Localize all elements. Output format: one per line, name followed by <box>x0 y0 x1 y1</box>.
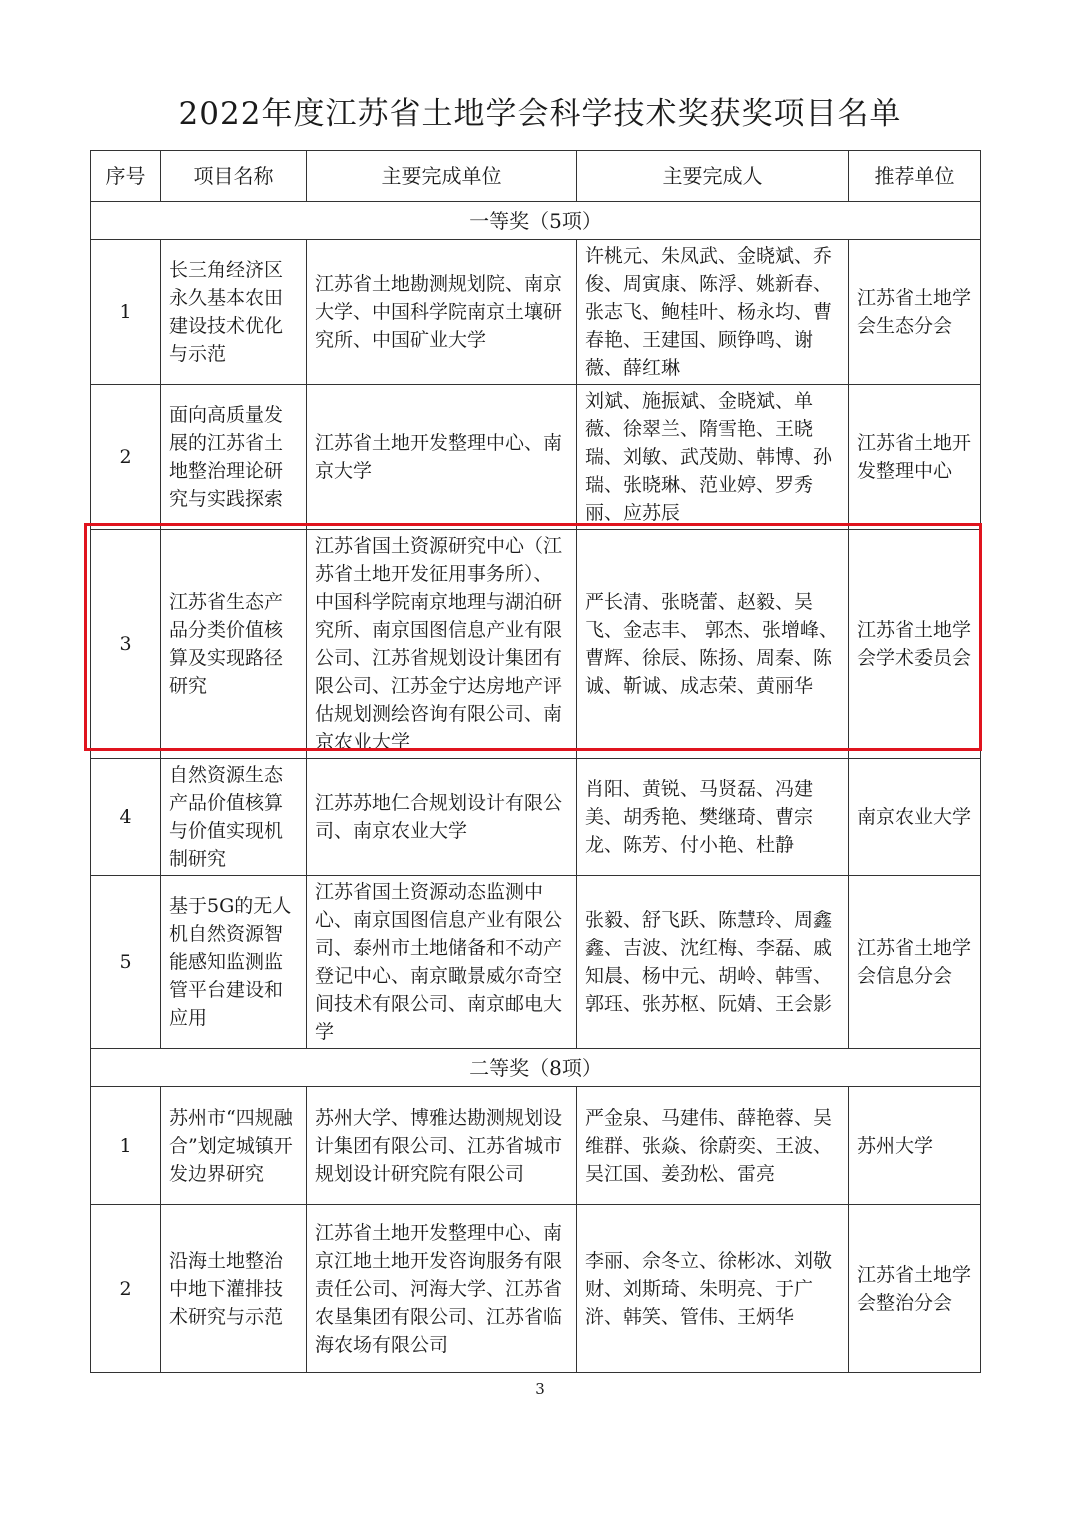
row-recommender: 江苏省土地学会学术委员会 <box>849 530 981 759</box>
row-project-name: 长三角经济区永久基本农田建设技术优化与示范 <box>161 240 307 385</box>
header-recommender: 推荐单位 <box>849 151 981 202</box>
header-people: 主要完成人 <box>577 151 849 202</box>
row-project-name: 沿海土地整治中地下灌排技术研究与示范 <box>161 1205 307 1373</box>
row-units: 江苏省土地开发整理中心、南京大学 <box>307 385 577 530</box>
row-people: 许桃元、朱凤武、金晓斌、乔俊、周寅康、陈浮、姚新春、张志飞、鲍桂叶、杨永均、曹春艳、王建国、顾铮鸣、谢薇、薛红琳 <box>577 240 849 385</box>
row-units: 江苏苏地仁合规划设计有限公司、南京农业大学 <box>307 759 577 876</box>
row-no: 4 <box>91 759 161 876</box>
row-units: 江苏省土地勘测规划院、南京大学、中国科学院南京土壤研究所、中国矿业大学 <box>307 240 577 385</box>
page-number: 3 <box>535 1380 545 1398</box>
row-recommender: 江苏省土地学会生态分会 <box>849 240 981 385</box>
row-no: 1 <box>91 1087 161 1205</box>
row-project-name: 苏州市“四规融合”划定城镇开发边界研究 <box>161 1087 307 1205</box>
row-no: 2 <box>91 385 161 530</box>
row-recommender: 南京农业大学 <box>849 759 981 876</box>
row-project-name: 自然资源生态产品价值核算与价值实现机制研究 <box>161 759 307 876</box>
header-no: 序号 <box>91 151 161 202</box>
section-header-first-prize <box>91 202 981 240</box>
row-people: 严金泉、马建伟、薛艳蓉、吴维群、张焱、徐蔚奕、王波、吴江国、姜劲松、雷亮 <box>577 1087 849 1205</box>
section-label: 一等奖（5项） <box>91 202 981 240</box>
row-project-name: 面向高质量发展的江苏省土地整治理论研究与实践探索 <box>161 385 307 530</box>
section-header-second-prize <box>91 1049 981 1087</box>
table-row <box>91 759 981 876</box>
row-units: 江苏省土地开发整理中心、南京江地土地开发咨询服务有限责任公司、河海大学、江苏省农垦集团有限公司、江苏省临海农场有限公司 <box>307 1205 577 1373</box>
table-row <box>91 876 981 1049</box>
table-row-highlighted <box>91 530 981 759</box>
table-row <box>91 1205 981 1373</box>
row-project-name: 基于5G的无人机自然资源智能感知监测监管平台建设和应用 <box>161 876 307 1049</box>
row-project-name: 江苏省生态产品分类价值核算及实现路径研究 <box>161 530 307 759</box>
page-title: 2022年度江苏省土地学会科学技术奖获奖项目名单 <box>178 96 902 132</box>
table-row <box>91 385 981 530</box>
table-row <box>91 240 981 385</box>
row-people: 李丽、佘冬立、徐彬冰、刘敬财、刘斯琦、朱明亮、于广浒、韩笑、管伟、王炳华 <box>577 1205 849 1373</box>
header-project-name: 项目名称 <box>161 151 307 202</box>
row-people: 肖阳、黄锐、马贤磊、冯建美、胡秀艳、樊继琦、曹宗龙、陈芳、付小艳、杜静 <box>577 759 849 876</box>
header-units: 主要完成单位 <box>307 151 577 202</box>
row-recommender: 苏州大学 <box>849 1087 981 1205</box>
row-no: 1 <box>91 240 161 385</box>
row-no: 3 <box>91 530 161 759</box>
row-recommender: 江苏省土地学会信息分会 <box>849 876 981 1049</box>
row-recommender: 江苏省土地学会整治分会 <box>849 1205 981 1373</box>
table-row <box>91 1087 981 1205</box>
row-people: 严长清、张晓蕾、赵毅、吴飞、金志丰、 郭杰、张增峰、曹辉、徐辰、陈扬、周秦、陈诚、靳诚、成志荣、黄丽华 <box>577 530 849 759</box>
row-no: 2 <box>91 1205 161 1373</box>
row-units: 江苏省国土资源研究中心（江苏省土地开发征用事务所）、中国科学院南京地理与湖泊研究所、南京国图信息产业有限公司、江苏省规划设计集团有限公司、江苏金宁达房地产评估规划测绘咨询有限公司、南京农业大学 <box>307 530 577 759</box>
row-people: 刘斌、施振斌、金晓斌、单薇、徐翠兰、隋雪艳、王晓瑞、刘敏、武茂勋、韩博、孙瑞、张晓琳、范业婷、罗秀丽、应苏辰 <box>577 385 849 530</box>
row-recommender: 江苏省土地开发整理中心 <box>849 385 981 530</box>
header-row <box>91 151 981 202</box>
row-people: 张毅、舒飞跃、陈慧玲、周鑫鑫、吉波、沈红梅、李磊、戚知晨、杨中元、胡岭、韩雪、郭珏、张苏枢、阮婧、王会影 <box>577 876 849 1049</box>
row-units: 苏州大学、博雅达勘测规划设计集团有限公司、江苏省城市规划设计研究院有限公司 <box>307 1087 577 1205</box>
section-label: 二等奖（8项） <box>91 1049 981 1087</box>
row-units: 江苏省国土资源动态监测中心、南京国图信息产业有限公司、泰州市土地储备和不动产登记中心、南京瞰景威尔奇空间技术有限公司、南京邮电大学 <box>307 876 577 1049</box>
row-no: 5 <box>91 876 161 1049</box>
awards-table <box>90 150 981 1373</box>
